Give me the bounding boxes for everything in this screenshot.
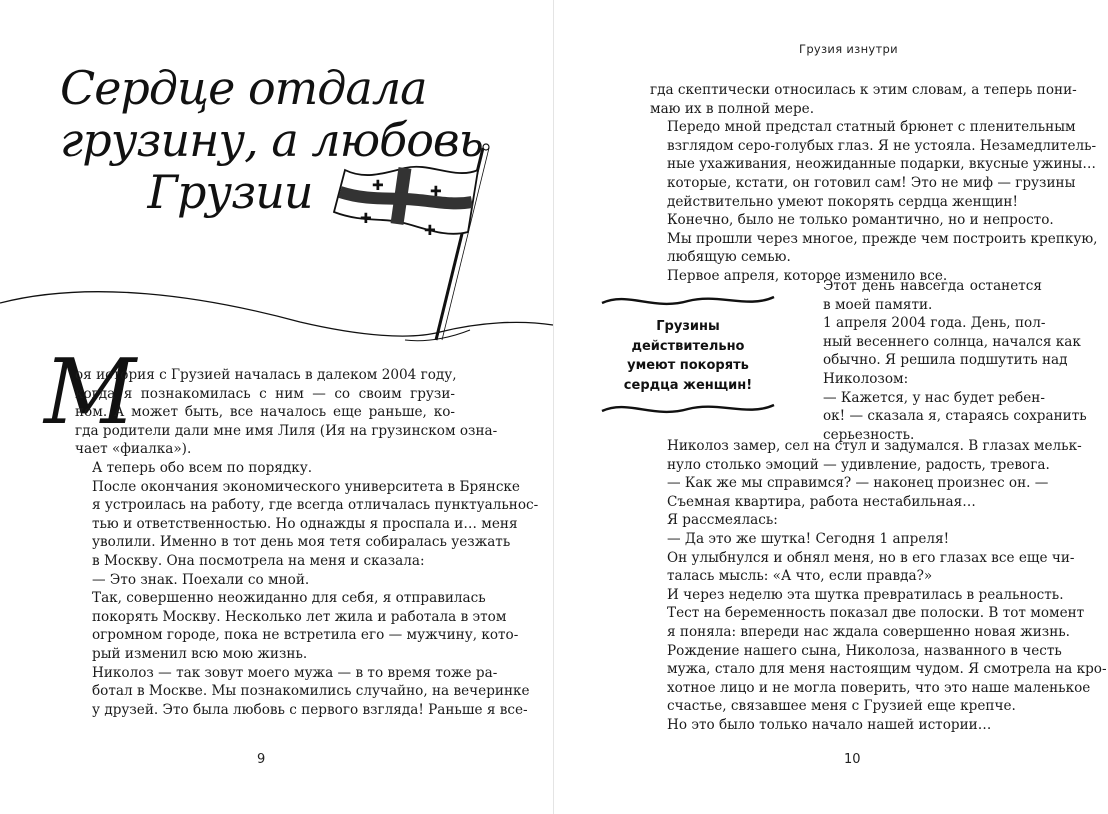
page-number: 10 (844, 752, 861, 767)
title-line-3: Грузии (147, 165, 313, 219)
paragraph: — Да это же шутка! Сегодня 1 апреля! (667, 530, 950, 547)
paragraph: гда скептически относилась к этим словам, а теперь пони- маю их в полной мере. (650, 82, 1077, 117)
running-head: Грузия изнутри (799, 42, 898, 56)
paragraph: оя история с Грузией началась в далеком 2004 году, когда я познакомилась с ним — со своим грузи- ном. А может быть, все началось еще раньше, ко- гда родители дали мне имя Лиля (Ия на грузинском озна- чает «фиалка»). (75, 367, 498, 458)
paragraph: Но это было только начало нашей истории… (667, 716, 992, 733)
paragraph: — Кажется, у нас будет ребен- ок! — сказала я, стараясь сохранить серьезность. (823, 389, 1087, 443)
paragraph: Я рассмеялась: (667, 512, 778, 529)
wrapped-text (806, 277, 1087, 444)
paragraph: Николоз — так зовут моего мужа — в то время тоже ра- ботал в Москве. Мы познакомились случайно, на вечеринке у друзей. Это была любовь с первого взгляда! Раньше я все- (92, 664, 530, 718)
pull-quote (598, 287, 778, 419)
right-body-text-continued (650, 437, 1107, 735)
paragraph: И через неделю эта шутка превратилась в реальность. Тест на беременность показал две полоски. В тот момент я поняла: впереди нас ждала совершенно новая жизнь. (667, 586, 1085, 640)
paragraph: — Как же мы справимся? — наконец произнес он. — Съемная квартира, работа нестабильная… (667, 475, 1049, 510)
svg-text:✚: ✚ (424, 223, 436, 239)
title-line-1: Сердце отдала (60, 61, 427, 115)
paragraph: Рождение нашего сына, Николоза, названного в честь мужа, стало для меня настоящим чудом. Я смотрела на кро- хотное лицо и не могла поверить, что это наше маленькое счастье, связавшее меня с Грузией еще крепче. (667, 642, 1107, 715)
paragraph: Он улыбнулся и обнял меня, но в его глазах все еще чи- талась мысль: «А что, если правда?» (667, 549, 1075, 585)
paragraph: — Это знак. Поехали со мной. (92, 571, 310, 588)
title-line-2: грузину, а любовь (60, 113, 483, 167)
paragraph: А теперь обо всем по порядку. (92, 459, 313, 476)
paragraph: Так, совершенно неожиданно для себя, я отправилась покорять Москву. Несколько лет жила и работала в этом огромном городе, пока не встретила его — мужчину, кото- рый изменил всю мою жизнь. (92, 590, 519, 662)
right-body-text (650, 81, 1098, 286)
svg-text:✚: ✚ (360, 211, 372, 227)
georgian-flag-illustration (0, 140, 553, 360)
pull-quote-text: Грузины действительно умеют покорять сердца женщин! (623, 319, 753, 393)
paragraph: Первое апреля, которое изменило все. (667, 267, 948, 284)
svg-text:✚: ✚ (372, 178, 384, 194)
drop-cap: М (44, 340, 137, 445)
paragraph: Николоз замер, сел на стул и задумался. В глазах мельк- нуло столько эмоций — удивление, радость, тревога. (667, 438, 1082, 473)
paragraph: После окончания экономического университета в Брянске я устроилась на работу, где всегда отличалась пунктуальнос- тью и ответственностью. Но однажды я проспала и… меня уволили. Именно в тот день моя тетя собиралась уезжать в Москву. Она посмотрела на меня и сказала: (92, 478, 539, 569)
flag-icon (334, 167, 478, 239)
left-body-text (75, 366, 539, 719)
right-page (554, 0, 1108, 814)
paragraph: Конечно, было не только романтично, но и непросто. Мы прошли через многое, прежде чем построить крепкую, любящую семью. (667, 212, 1098, 266)
paragraph: Передо мной предстал статный брюнет с пленительным взглядом серо-голубых глаз. Я не устояла. Незамедлитель- ные ухаживания, неожиданные подарки, вкусные ужины… которые, кстати, он готовил сам! Это не миф — грузины действительно умеют покорять сердца женщин! (667, 119, 1097, 210)
svg-text:✚: ✚ (430, 184, 442, 200)
paragraph: 1 апреля 2004 года. День, пол- ный весеннего солнца, начался как обычно. Я решила подшутить над Николозом: (823, 315, 1081, 387)
paragraph: Этот день навсегда останется в моей памяти. (823, 278, 1042, 313)
page-number: 9 (257, 752, 266, 767)
left-page (0, 0, 553, 814)
